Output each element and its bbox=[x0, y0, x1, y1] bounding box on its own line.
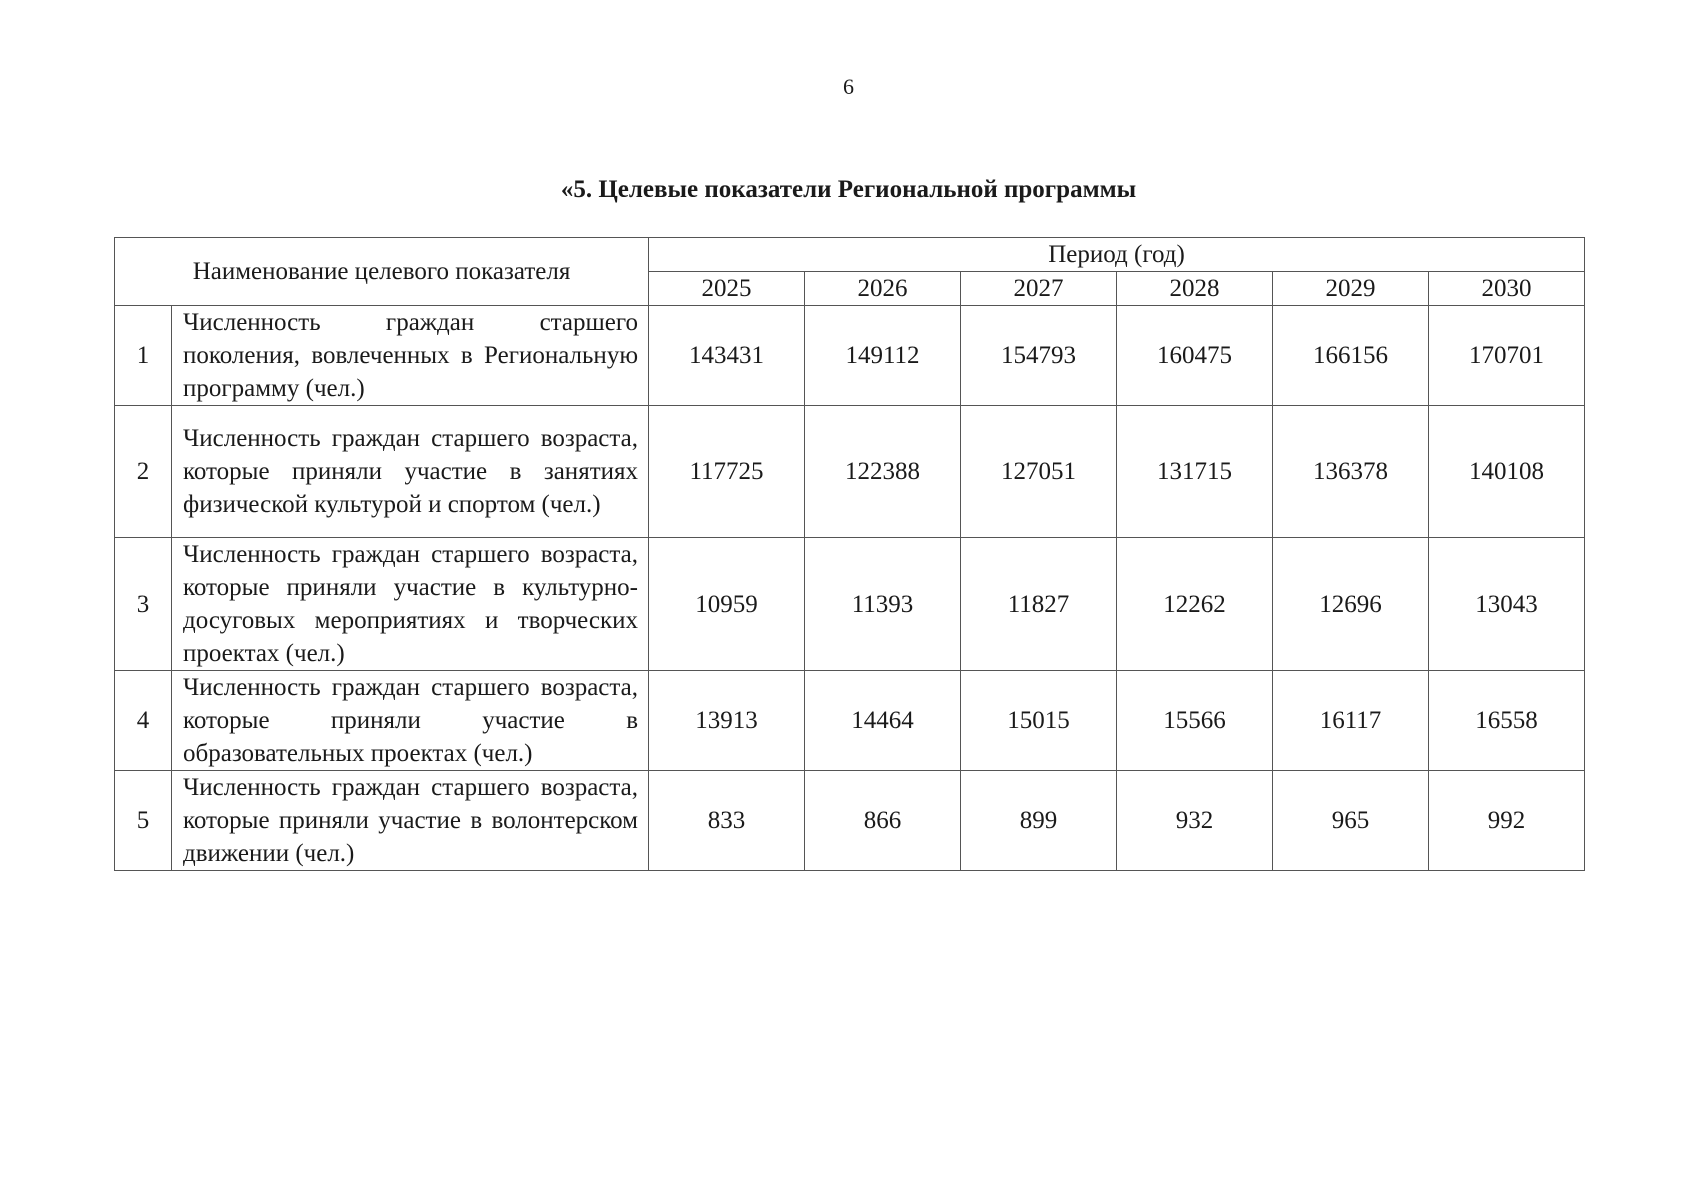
value-cell: 154793 bbox=[961, 306, 1117, 406]
page-number: 6 bbox=[843, 74, 854, 99]
value-cell: 12262 bbox=[1117, 538, 1273, 671]
value-cell: 833 bbox=[649, 771, 805, 871]
year-header: 2028 bbox=[1117, 272, 1273, 306]
value-cell: 15566 bbox=[1117, 671, 1273, 771]
value-cell: 149112 bbox=[805, 306, 961, 406]
value-cell: 16558 bbox=[1429, 671, 1585, 771]
value-cell: 11393 bbox=[805, 538, 961, 671]
indicator-name: Численность граждан старшего возраста, которые приняли участие в занятиях физической культурой и спортом (чел.) bbox=[172, 406, 649, 538]
year-header: 2030 bbox=[1429, 272, 1585, 306]
value-cell: 866 bbox=[805, 771, 961, 871]
indicators-table bbox=[114, 237, 1585, 871]
year-header: 2029 bbox=[1273, 272, 1429, 306]
value-cell: 15015 bbox=[961, 671, 1117, 771]
value-cell: 136378 bbox=[1273, 406, 1429, 538]
value-cell: 140108 bbox=[1429, 406, 1585, 538]
value-cell: 143431 bbox=[649, 306, 805, 406]
table-row bbox=[115, 771, 1585, 871]
table-row bbox=[115, 671, 1585, 771]
value-cell: 13043 bbox=[1429, 538, 1585, 671]
row-number: 1 bbox=[115, 306, 172, 406]
indicator-name: Численность граждан старшего поколения, вовлеченных в Региональную программу (чел.) bbox=[172, 306, 649, 406]
table-row bbox=[115, 406, 1585, 538]
value-cell: 166156 bbox=[1273, 306, 1429, 406]
period-header: Период (год) bbox=[649, 238, 1585, 272]
row-number: 2 bbox=[115, 406, 172, 538]
year-header: 2025 bbox=[649, 272, 805, 306]
value-cell: 16117 bbox=[1273, 671, 1429, 771]
table-row bbox=[115, 538, 1585, 671]
indicator-name: Численность граждан старшего возраста, которые приняли участие в образовательных проектах (чел.) bbox=[172, 671, 649, 771]
value-cell: 122388 bbox=[805, 406, 961, 538]
value-cell: 10959 bbox=[649, 538, 805, 671]
header-row bbox=[115, 238, 1585, 272]
value-cell: 12696 bbox=[1273, 538, 1429, 671]
value-cell: 965 bbox=[1273, 771, 1429, 871]
value-cell: 14464 bbox=[805, 671, 961, 771]
year-header: 2026 bbox=[805, 272, 961, 306]
row-number: 3 bbox=[115, 538, 172, 671]
value-cell: 13913 bbox=[649, 671, 805, 771]
value-cell: 131715 bbox=[1117, 406, 1273, 538]
value-cell: 117725 bbox=[649, 406, 805, 538]
section-title: «5. Целевые показатели Региональной программы bbox=[560, 176, 1137, 203]
row-number: 4 bbox=[115, 671, 172, 771]
value-cell: 127051 bbox=[961, 406, 1117, 538]
value-cell: 932 bbox=[1117, 771, 1273, 871]
year-header: 2027 bbox=[961, 272, 1117, 306]
indicator-name: Численность граждан старшего возраста, которые приняли участие в волонтерском движении (чел.) bbox=[172, 771, 649, 871]
indicator-name: Численность граждан старшего возраста, которые приняли участие в культурно-досуговых мероприятиях и творческих проектах (чел.) bbox=[172, 538, 649, 671]
value-cell: 899 bbox=[961, 771, 1117, 871]
value-cell: 992 bbox=[1429, 771, 1585, 871]
table-row bbox=[115, 306, 1585, 406]
value-cell: 11827 bbox=[961, 538, 1117, 671]
row-number: 5 bbox=[115, 771, 172, 871]
value-cell: 160475 bbox=[1117, 306, 1273, 406]
value-cell: 170701 bbox=[1429, 306, 1585, 406]
indicator-name-header: Наименование целевого показателя bbox=[115, 238, 649, 306]
